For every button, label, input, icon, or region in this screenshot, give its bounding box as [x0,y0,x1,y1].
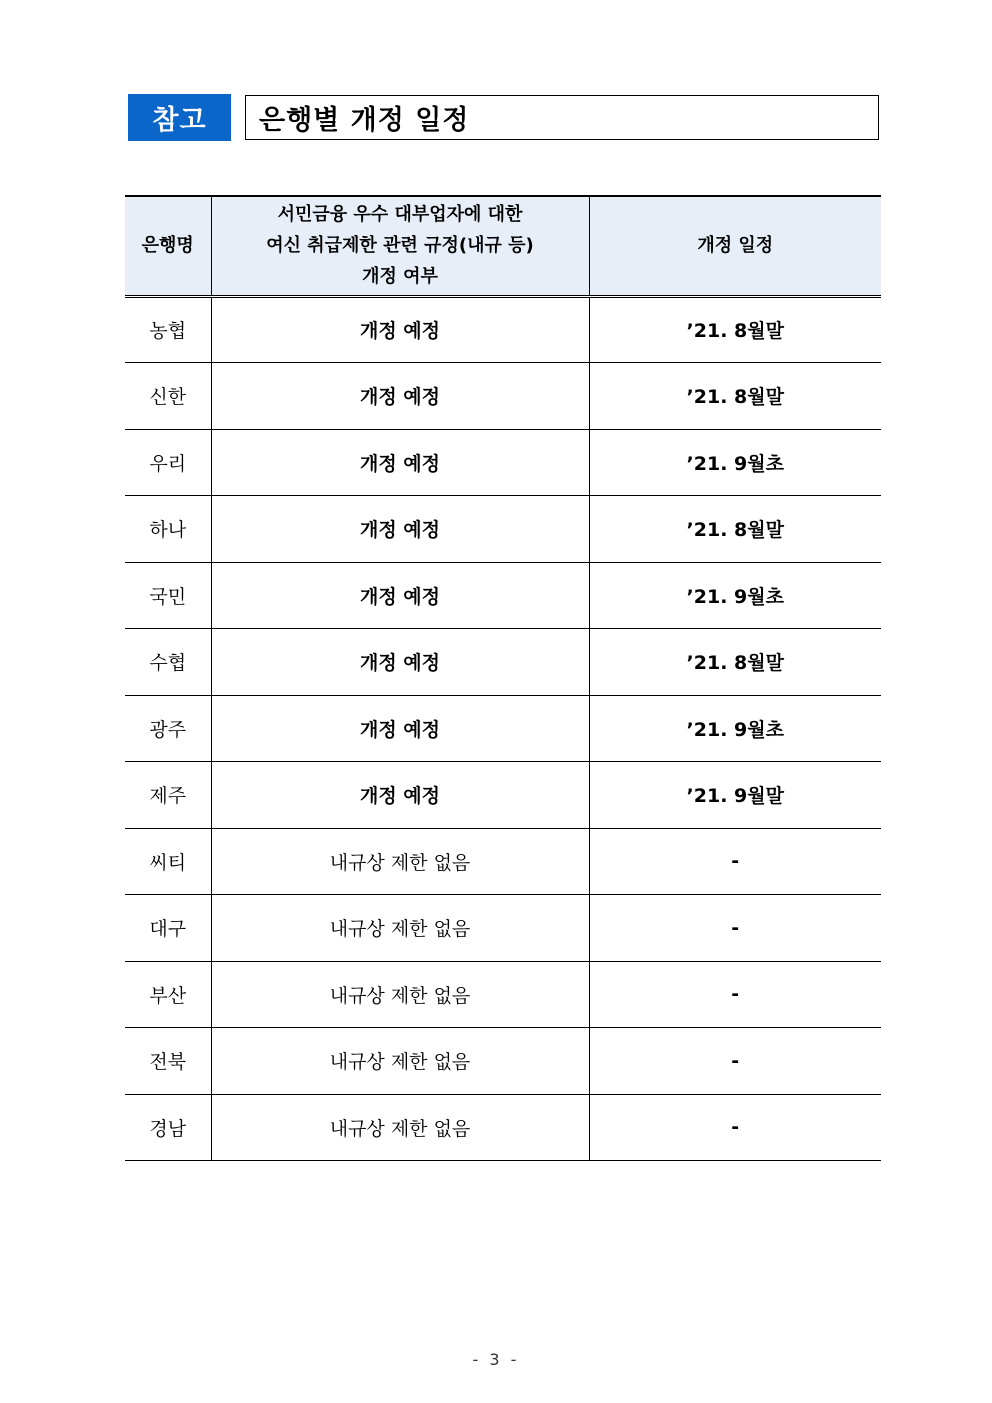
bank-name-cell: 제주 [125,762,211,829]
revision-status-cell: 내규상 제한 없음 [211,1094,589,1161]
table-row [125,1094,881,1161]
bank-name-cell: 수협 [125,629,211,696]
revision-schedule-cell: - [589,961,881,1028]
revision-schedule-cell: ’21. 8월말 [589,629,881,696]
revision-status-cell: 개정 예정 [211,363,589,430]
table-row [125,629,881,696]
bank-name-cell: 대구 [125,895,211,962]
revision-status-cell: 개정 예정 [211,562,589,629]
revision-schedule-cell: - [589,895,881,962]
bank-name-cell: 국민 [125,562,211,629]
table-row [125,762,881,829]
revision-schedule-cell: ’21. 8월말 [589,296,881,363]
revision-status-cell: 개정 예정 [211,429,589,496]
bank-name-cell: 광주 [125,695,211,762]
bank-name-cell: 부산 [125,961,211,1028]
revision-schedule-cell: ’21. 9월말 [589,762,881,829]
bank-name-cell: 씨티 [125,828,211,895]
header-revision-schedule: 개정 일정 [589,196,881,296]
table-row [125,828,881,895]
revision-schedule-cell: ’21. 9월초 [589,429,881,496]
revision-schedule-cell: - [589,1028,881,1095]
table-row [125,695,881,762]
revision-schedule-cell: ’21. 8월말 [589,363,881,430]
revision-status-cell: 개정 예정 [211,296,589,363]
revision-status-cell: 내규상 제한 없음 [211,828,589,895]
revision-status-cell: 개정 예정 [211,629,589,696]
table-row [125,1028,881,1095]
table-row [125,895,881,962]
revision-schedule-cell: ’21. 9월초 [589,562,881,629]
bank-name-cell: 신한 [125,363,211,430]
bank-name-cell: 농협 [125,296,211,363]
header-bank-name: 은행명 [125,196,211,296]
table-row [125,429,881,496]
revision-status-cell: 개정 예정 [211,762,589,829]
bank-name-cell: 우리 [125,429,211,496]
table-row [125,363,881,430]
revision-status-cell: 개정 예정 [211,496,589,563]
table-row [125,296,881,363]
header-revision-status: 서민금융 우수 대부업자에 대한 여신 취급제한 관련 규정(내규 등) 개정 여부 [211,196,589,296]
table-row [125,562,881,629]
revision-schedule-cell: ’21. 8월말 [589,496,881,563]
bank-name-cell: 경남 [125,1094,211,1161]
revision-status-cell: 내규상 제한 없음 [211,961,589,1028]
page-number: - 3 - [472,1350,520,1369]
bank-name-cell: 하나 [125,496,211,563]
revision-schedule-cell: ’21. 9월초 [589,695,881,762]
bank-schedule-table [125,195,881,1161]
reference-badge: 참고 [128,94,231,141]
revision-schedule-cell: - [589,828,881,895]
revision-schedule-cell: - [589,1094,881,1161]
table-header-row [125,196,881,296]
bank-name-cell: 전북 [125,1028,211,1095]
revision-status-cell: 내규상 제한 없음 [211,895,589,962]
table-row [125,961,881,1028]
table-row [125,496,881,563]
revision-status-cell: 개정 예정 [211,695,589,762]
page-title: 은행별 개정 일정 [245,95,879,140]
revision-status-cell: 내규상 제한 없음 [211,1028,589,1095]
